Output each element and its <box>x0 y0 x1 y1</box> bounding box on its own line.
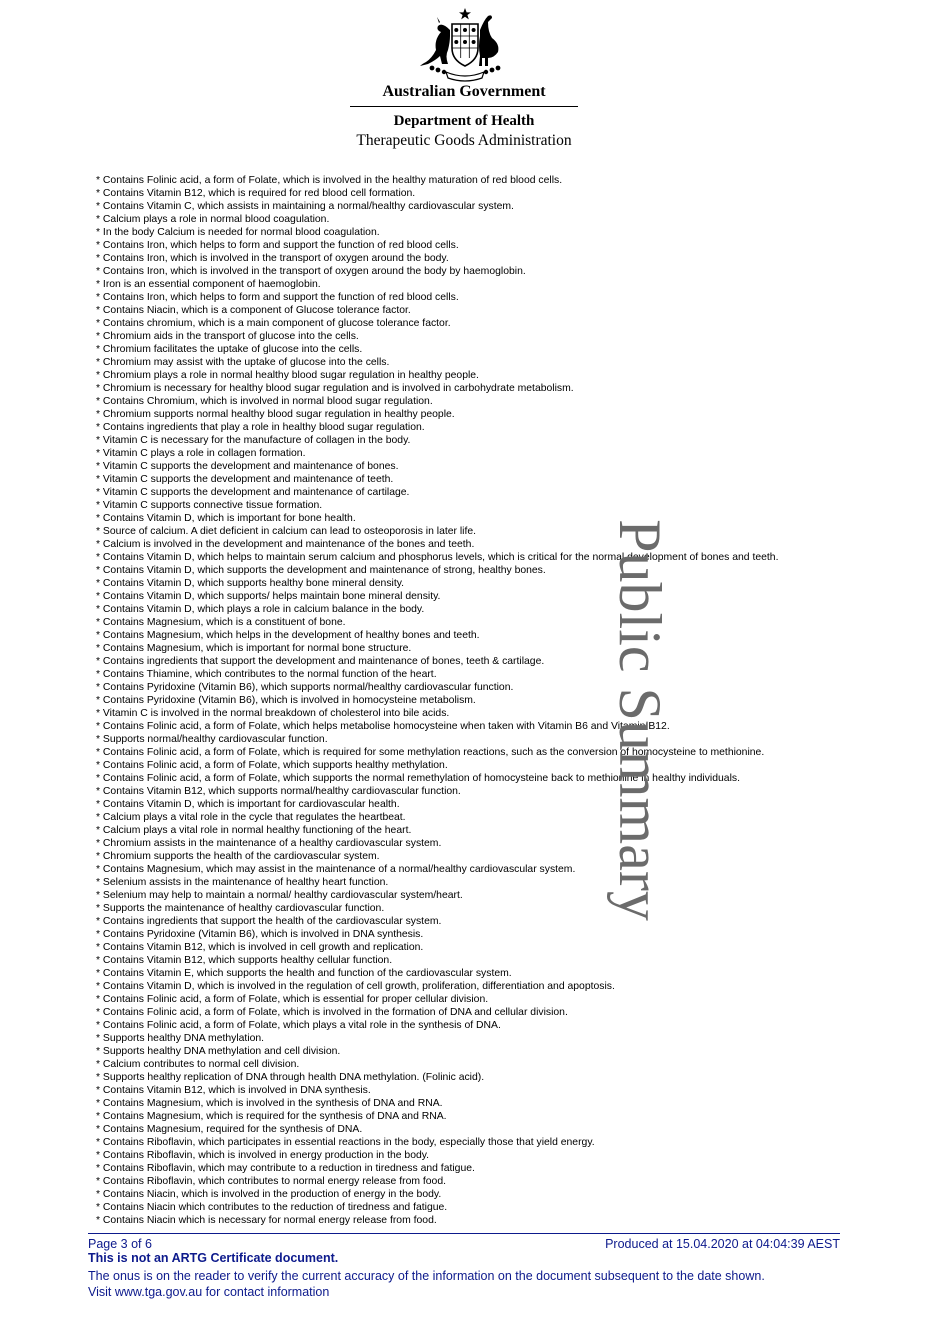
claim-item: * Chromium assists in the maintenance of a healthy cardiovascular system. <box>96 838 442 849</box>
claim-item: * Contains Niacin, which is involved in the production of energy in the body. <box>96 1189 442 1200</box>
claim-item: * Contains Magnesium, which may assist in the maintenance of a normal/healthy cardiovascular system. <box>96 864 576 875</box>
claim-item: * Contains Pyridoxine (Vitamin B6), which supports normal/healthy cardiovascular function. <box>96 682 514 693</box>
department-name: Department of Health <box>393 113 535 129</box>
claim-item: * Contains Magnesium, which is important for normal bone structure. <box>96 643 412 654</box>
claim-item: * Vitamin C is necessary for the manufacture of collagen in the body. <box>96 435 411 446</box>
claims-list <box>96 174 778 1227</box>
claim-item: * Chromium supports the health of the cardiovascular system. <box>96 851 380 862</box>
claim-item: * Chromium facilitates the uptake of glucose into the cells. <box>96 344 363 355</box>
claim-item: * Contains Niacin which is necessary for normal energy release from food. <box>96 1215 437 1226</box>
claim-item: * Chromium is necessary for healthy blood sugar regulation and is involved in carbohydrate metabolism. <box>96 383 574 394</box>
claim-item: * Contains Magnesium, required for the synthesis of DNA. <box>96 1124 363 1135</box>
page-number: Page 3 of 6 <box>88 1237 152 1251</box>
claim-item: * Source of calcium. A diet deficient in calcium can lead to osteoporosis in later life. <box>96 526 477 537</box>
claim-item: * Supports the maintenance of healthy cardiovascular function. <box>96 903 385 914</box>
claim-item: * Contains Vitamin B12, which is involved in DNA synthesis. <box>96 1085 371 1096</box>
claim-item: * Supports healthy DNA methylation and cell division. <box>96 1046 341 1057</box>
claim-item: * Contains Vitamin E, which supports the health and function of the cardiovascular system. <box>96 968 512 979</box>
claim-item: * Contains Riboflavin, which contributes to normal energy release from food. <box>96 1176 446 1187</box>
claim-item: * Vitamin C supports the development and maintenance of teeth. <box>96 474 394 485</box>
header-divider <box>350 106 578 107</box>
claim-item: * Contains ingredients that support the development and maintenance of bones, teeth & cartilage. <box>96 656 545 667</box>
footer-divider <box>88 1233 840 1234</box>
claim-item: * Contains Magnesium, which is involved in the synthesis of DNA and RNA. <box>96 1098 443 1109</box>
claim-item: * Contains Folinic acid, a form of Folate, which helps metabolise homocysteine when taken with Vitamin B6 and Vitamin B12. <box>96 721 670 732</box>
claim-item: * Vitamin C plays a role in collagen formation. <box>96 448 306 459</box>
contact-notice: Visit www.tga.gov.au for contact information <box>88 1285 330 1299</box>
claim-item: * Contains Riboflavin, which is involved in energy production in the body. <box>96 1150 430 1161</box>
claim-item: * Contains Vitamin C, which assists in maintaining a normal/healthy cardiovascular system. <box>96 201 514 212</box>
coat-of-arms-logo <box>414 6 516 82</box>
claim-item: * Contains Vitamin D, which is important for cardiovascular health. <box>96 799 400 810</box>
claim-item: * Calcium contributes to normal cell division. <box>96 1059 300 1070</box>
claim-item: * Contains Folinic acid, a form of Folate, which supports healthy methylation. <box>96 760 448 771</box>
claim-item: * Contains Chromium, which is involved in normal blood sugar regulation. <box>96 396 433 407</box>
claim-item: * Contains Folinic acid, a form of Folate, which plays a vital role in the synthesis of DNA. <box>96 1020 501 1031</box>
government-title: Australian Government <box>382 83 546 100</box>
claim-item: * Iron is an essential component of haemoglobin. <box>96 279 321 290</box>
claim-item: * Contains ingredients that support the health of the cardiovascular system. <box>96 916 442 927</box>
claim-item: * Contains Vitamin D, which supports/ helps maintain bone mineral density. <box>96 591 441 602</box>
claim-item: * Contains Folinic acid, a form of Folate, which is involved in the formation of DNA and cellular division. <box>96 1007 568 1018</box>
claim-item: * Contains Folinic acid, a form of Folate, which is essential for proper cellular division. <box>96 994 489 1005</box>
claim-item: * Vitamin C supports the development and maintenance of bones. <box>96 461 399 472</box>
claim-item: * Calcium is involved in the development and maintenance of the bones and teeth. <box>96 539 475 550</box>
claim-item: * Contains Niacin, which is a component of Glucose tolerance factor. <box>96 305 411 316</box>
claim-item: * Contains Magnesium, which is required for the synthesis of DNA and RNA. <box>96 1111 447 1122</box>
claim-item: * Contains ingredients that play a role in healthy blood sugar regulation. <box>96 422 425 433</box>
claim-item: * Vitamin C supports connective tissue formation. <box>96 500 323 511</box>
claim-item: * Contains Vitamin D, which helps to maintain serum calcium and phosphorus levels, which is critical for the normal development of bones and teeth. <box>96 552 779 563</box>
claim-item: * Contains Thiamine, which contributes to the normal function of the heart. <box>96 669 437 680</box>
claim-item: * Calcium plays a role in normal blood coagulation. <box>96 214 330 225</box>
public-summary-watermark: Public Summary <box>607 519 673 921</box>
claim-item: * Contains Iron, which helps to form and support the function of red blood cells. <box>96 240 459 251</box>
claim-item: * Contains Vitamin D, which is important for bone health. <box>96 513 356 524</box>
claim-item: * Contains Pyridoxine (Vitamin B6), which is involved in homocysteine metabolism. <box>96 695 476 706</box>
claim-item: * Contains Vitamin B12, which supports healthy cellular function. <box>96 955 393 966</box>
claim-item: * Chromium may assist with the uptake of glucose into the cells. <box>96 357 390 368</box>
claim-item: * Supports normal/healthy cardiovascular function. <box>96 734 328 745</box>
claim-item: * Contains Iron, which is involved in the transport of oxygen around the body. <box>96 253 449 264</box>
claim-item: * Contains chromium, which is a main component of glucose tolerance factor. <box>96 318 451 329</box>
claim-item: * Chromium supports normal healthy blood sugar regulation in healthy people. <box>96 409 455 420</box>
claim-item: * Vitamin C supports the development and maintenance of cartilage. <box>96 487 410 498</box>
claim-item: * Selenium assists in the maintenance of healthy heart function. <box>96 877 389 888</box>
claim-item: * Contains Riboflavin, which participates in essential reactions in the body, especially those that yield energy. <box>96 1137 595 1148</box>
claim-item: * Contains Folinic acid, a form of Folate, which is required for some methylation reactions, such as the conversion of homocysteine to methionine. <box>96 747 765 758</box>
claim-item: * Chromium plays a role in normal healthy blood sugar regulation in healthy people. <box>96 370 479 381</box>
claim-item: * Calcium plays a vital role in normal healthy functioning of the heart. <box>96 825 412 836</box>
claim-item: * Supports healthy DNA methylation. <box>96 1033 265 1044</box>
claim-item: * Contains Folinic acid, a form of Folate, which is involved in the healthy maturation of red blood cells. <box>96 175 563 186</box>
claim-item: * Contains Vitamin D, which plays a role in calcium balance in the body. <box>96 604 425 615</box>
onus-notice: The onus is on the reader to verify the current accuracy of the information on the document subsequent to the date shown. <box>88 1269 765 1283</box>
claim-item: * In the body Calcium is needed for normal blood coagulation. <box>96 227 380 238</box>
claim-item: * Contains Niacin which contributes to the reduction of tiredness and fatigue. <box>96 1202 448 1213</box>
claim-item: * Contains Vitamin D, which is involved in the regulation of cell growth, proliferation, differentiation and apoptosis. <box>96 981 615 992</box>
claim-item: * Contains Iron, which is involved in the transport of oxygen around the body by haemoglobin. <box>96 266 526 277</box>
claim-item: * Vitamin C is involved in the normal breakdown of cholesterol into bile acids. <box>96 708 450 719</box>
claim-item: * Contains Vitamin B12, which is involved in cell growth and replication. <box>96 942 424 953</box>
claim-item: * Contains Magnesium, which is a constituent of bone. <box>96 617 346 628</box>
claim-item: * Contains Pyridoxine (Vitamin B6), which is involved in DNA synthesis. <box>96 929 424 940</box>
claim-item: * Calcium plays a vital role in the cycle that regulates the heartbeat. <box>96 812 406 823</box>
claim-item: * Contains Magnesium, which helps in the development of healthy bones and teeth. <box>96 630 480 641</box>
claim-item: * Contains Vitamin B12, which is required for red blood cell formation. <box>96 188 416 199</box>
claim-item: * Contains Vitamin D, which supports the development and maintenance of strong, healthy bones. <box>96 565 546 576</box>
claim-item: * Contains Folinic acid, a form of Folate, which supports the normal remethylation of homocysteine back to methionine in healthy individuals. <box>96 773 740 784</box>
produced-timestamp: Produced at 15.04.2020 at 04:04:39 AEST <box>605 1237 840 1251</box>
claim-item: * Contains Vitamin D, which supports healthy bone mineral density. <box>96 578 405 589</box>
agency-name: Therapeutic Goods Administration <box>356 132 572 149</box>
claim-item: * Supports healthy replication of DNA through health DNA methylation. (Folinic acid). <box>96 1072 485 1083</box>
not-certificate-notice: This is not an ARTG Certificate document. <box>88 1251 339 1265</box>
claim-item: * Contains Vitamin B12, which supports normal/healthy cardiovascular function. <box>96 786 461 797</box>
claim-item: * Chromium aids in the transport of glucose into the cells. <box>96 331 359 342</box>
claim-item: * Contains Iron, which helps to form and support the function of red blood cells. <box>96 292 459 303</box>
claim-item: * Contains Riboflavin, which may contribute to a reduction in tiredness and fatigue. <box>96 1163 475 1174</box>
claim-item: * Selenium may help to maintain a normal/ healthy cardiovascular system/heart. <box>96 890 463 901</box>
